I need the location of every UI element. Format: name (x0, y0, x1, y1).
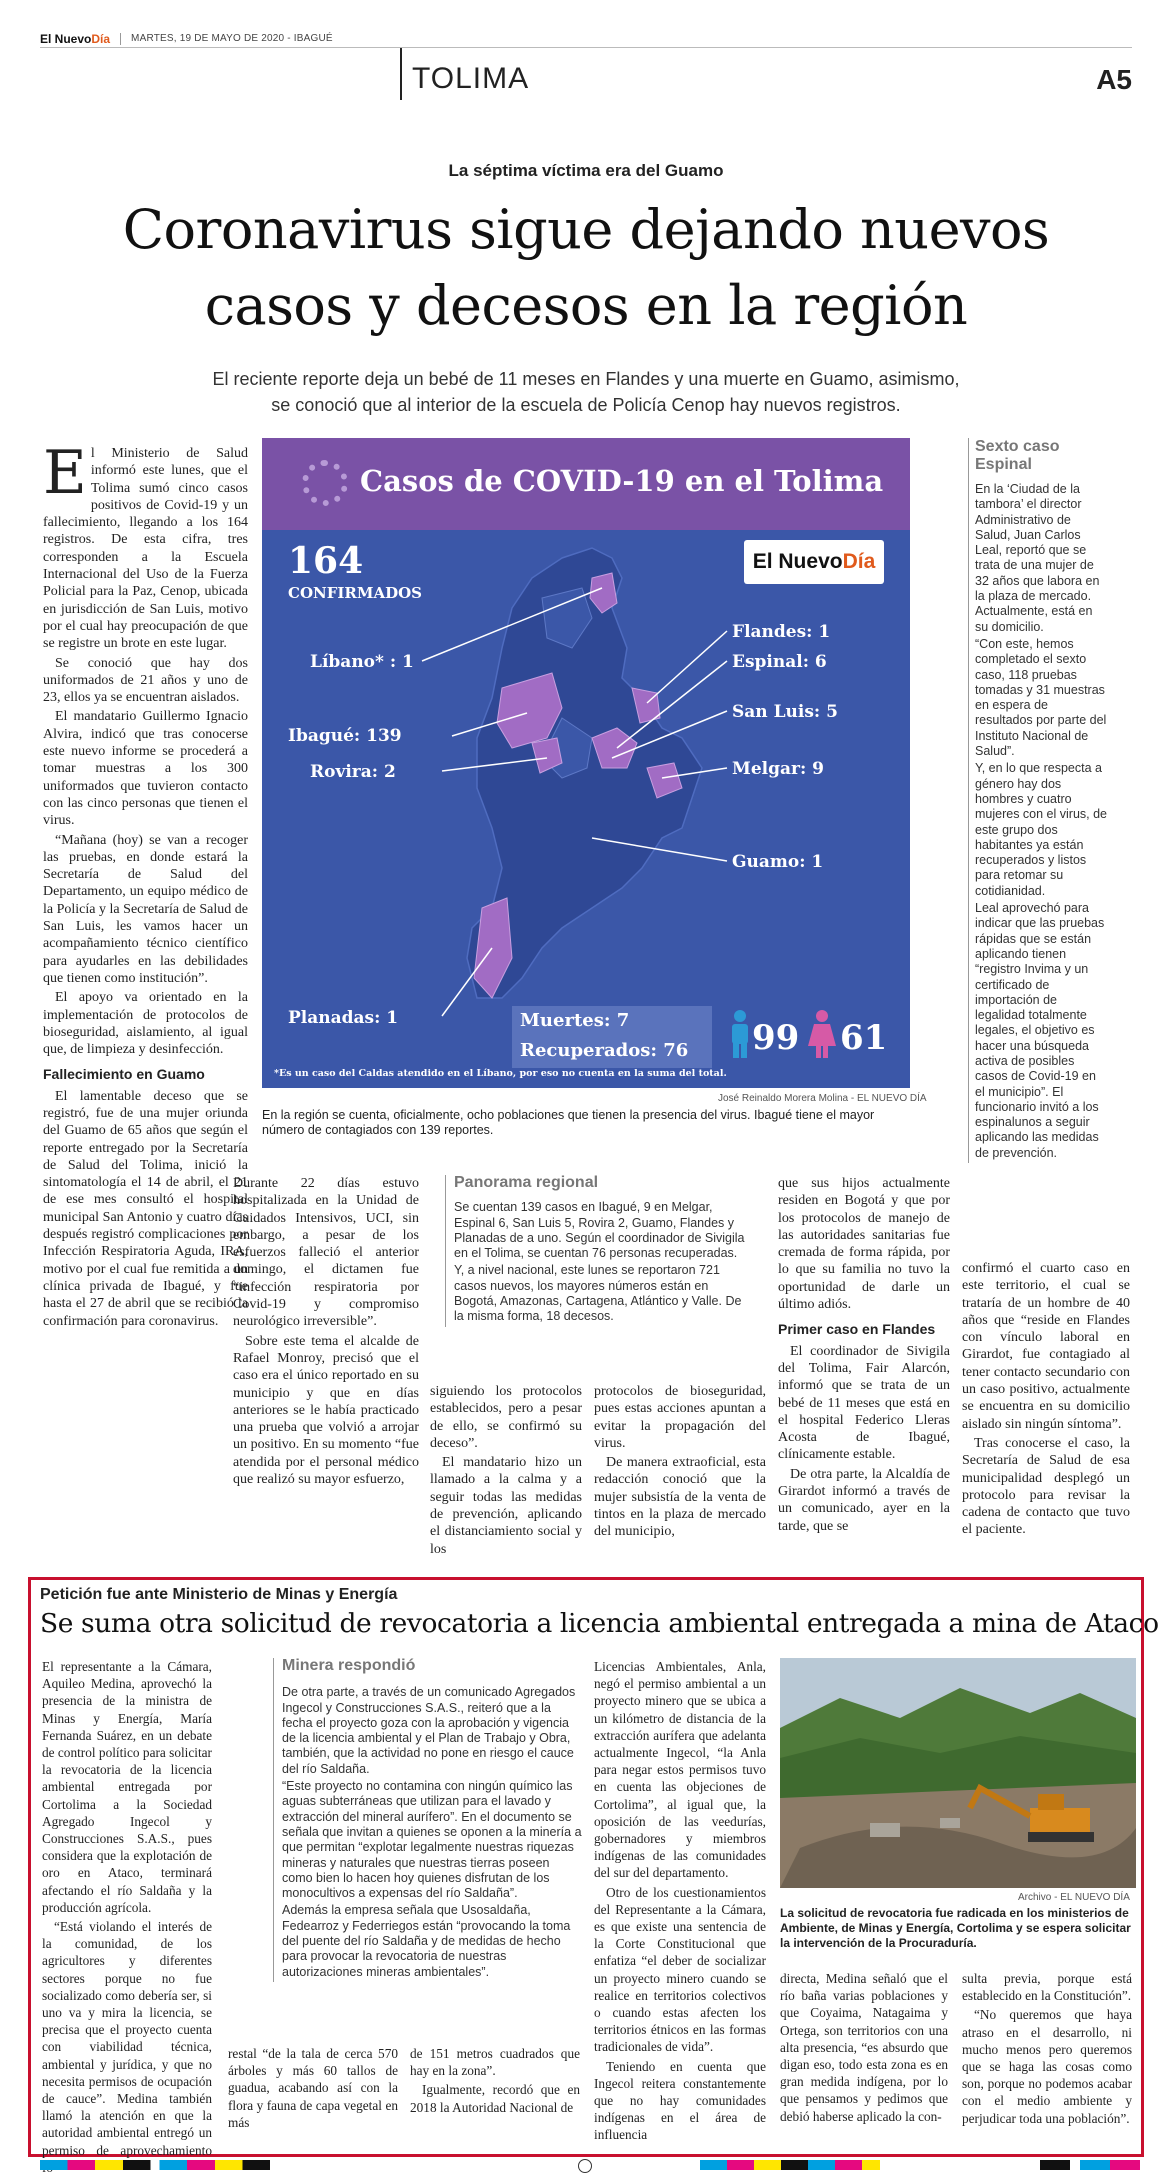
virus-icon (302, 460, 348, 506)
stats-box (512, 1006, 712, 1068)
sidebar-title-line-1: Sexto caso (975, 438, 1060, 455)
label-flandes: Flandes: 1 (732, 622, 831, 642)
article-column-4 (594, 1383, 766, 1543)
paragraph: “Con este, hemos completado el sexto caso, 118 pruebas tomadas y 31 muestras en espera de resultados por parte del Instituto Nacional de Salud”. (975, 636, 1107, 759)
graphic-footnote: *Es un caso del Caldas atendido en el Líbano, por eso no cuenta en la suma del total. (274, 1068, 727, 1079)
headline-line-2: casos y decesos en la región (204, 274, 968, 337)
paragraph: El coordinador de Sivigila del Tolima, Fair Alarcón, informó que se trata de un bebé de 11 meses que está en el hospital Federico Lleras Acosta de Ibagué, clínicamente estable. (778, 1343, 950, 1463)
color-bar-right (1040, 2160, 1140, 2170)
label-planadas: Planadas: 1 (288, 1008, 399, 1028)
female-count: 61 (840, 1018, 888, 1058)
deck-line-1: El reciente reporte deja un bebé de 11 meses en Flandes y una muerte en Guamo, asimismo, (212, 369, 960, 389)
headline-line-1: Coronavirus sigue dejando nuevos (122, 198, 1050, 261)
page-number: A5 (1096, 64, 1132, 95)
boxed-column-1 (42, 1658, 212, 2177)
newspaper-logo (40, 32, 110, 46)
paragraph: Leal aprovechó para indicar que las pruebas rápidas que se están aplicando tienen “registro Invima y un certificado de importación de legalidad totalmente legales, el objetivo es hacer una búsqueda activa de posibles casos de Covid-19 en el municipio”. El funcionario invitó a los espinalunos a seguir aplicando las medidas de prevención. (975, 901, 1105, 1160)
paragraph: Sobre este tema el alcalde de Rafael Monroy, precisó que el caso era el único reportado en su municipio y que en días anteriores se le había practicado una prueba que volvió a arrojar un positivo. En su momento “fue atendida por el personal médico que realizó su mayor esfuerzo, (233, 1333, 419, 1488)
male-count: 99 (752, 1018, 800, 1058)
paragraph: sulta previa, porque está establecido en la Constitución”. (962, 1971, 1132, 2004)
issue-date: MARTES, 19 DE MAYO DE 2020 - IBAGUÉ (131, 33, 333, 44)
panorama-title: Panorama regional (454, 1174, 599, 1191)
masthead-divider (120, 33, 121, 45)
article-kicker: La séptima víctima era del Guamo (448, 161, 724, 180)
paragraph: directa, Medina señaló que el río baña varias poblaciones y que Coyaima, Natagaima y Ortega, son territorios con una alta presencia, “es absurdo que digan eso, todo esta zona es en gran medida indígena, por lo que pensamos y pedimos que debió haberse aplicado la con- (780, 1971, 948, 2124)
covid-infographic (262, 438, 910, 1088)
total-count: 164 (288, 540, 364, 582)
paragraph: El representante a la Cámara, Aquileo Medina, aprovechó la presencia de la ministra de Minas y Energía, María Fernanda Suárez, en un debate de control político para solicitar la revocatoria de la licencia ambiental entregada por Cortolima a la Sociedad Agregado Ingecol y Construcciones S.A.S., pues considera que la explotación de oro en Ataco, terminará afectando el río Saldaña y la producción agrícola. (42, 1659, 212, 1915)
paragraph: Igualmente, recordó que en 2018 la Autoridad Nacional de (410, 2082, 580, 2115)
paragraph: Otro de los cuestionamientos del Representante a la Cámara, es que existe una sentencia de la Corte Constitucional que enfatiza “el deber de socializar un proyecto minero cuando se realice en territorios colectivos o cuando estas afecten los territorios étnicos en las formas tradicionales de vida”. (594, 1884, 766, 2055)
label-rovira: Rovira: 2 (310, 762, 396, 782)
boxed-column-3 (410, 2045, 580, 2118)
boxed-column-2 (228, 2045, 398, 2133)
paragraph: que sus hijos actualmente residen en Bogotá y que por los protocolos de manejo de las autoridades sanitarias fue cremada de forma rápida, por lo que su familia no tuvo la oportunidad de darle un último adiós. (778, 1176, 950, 1313)
graphic-banner (262, 438, 910, 530)
registration-mark-icon (578, 2159, 592, 2173)
paragraph: siguiendo los protocolos establecidos, pero a pesar de ello, se confirmó su deceso”. (430, 1384, 582, 1451)
article-column-1 (43, 438, 248, 1332)
paragraph: Además la empresa señala que Usosaldaña, Fedearroz y Federriegos están “provocando la toma del puente del río Saldaña y de medidas de hecho para provocar la revocatoria de nuestras autorizaciones mineras ambientales”. (282, 1903, 571, 1979)
brand-part-b: Día (842, 550, 876, 573)
boxed-column-6 (962, 1970, 1132, 2129)
sidebar-title-line-2: Espinal (975, 456, 1032, 473)
label-sanluis: San Luis: 5 (732, 702, 838, 722)
section-divider (400, 48, 402, 100)
paragraph: El apoyo va orientado en la implementación de protocolos de bioseguridad, aislamiento, al igual que, de limpieza y desinfección. (43, 990, 248, 1058)
paragraph: confirmó el cuarto caso en este territorio, el cual se trataría de un hombre de 40 años que “reside en Flandes con vínculo laboral en Girardot, fue contagiado al tener contacto secundario con un caso positivo, actualmente se encuentra en su domicilio aislado sin ningún síntoma”. (962, 1261, 1130, 1432)
section-bar (400, 48, 1132, 108)
paragraph (43, 438, 248, 653)
paragraph: Y, en lo que respecta a género hay dos hombres y cuatro mujeres con el virus, de este grupo dos habitantes ya están recuperados y listos para retomar su cotidianidad. (975, 761, 1108, 898)
label-espinal: Espinal: 6 (732, 652, 827, 672)
sidebar-espinal (968, 438, 1108, 1163)
subhead: Fallecimiento en Guamo (43, 1066, 205, 1083)
section-name: TOLIMA (412, 62, 530, 95)
boxed-story-headline: Se suma otra solicitud de revocatoria a licencia ambiental entregada a mina de Ataco (40, 1608, 1159, 1639)
paragraph: Teniendo en cuenta que Ingecol reitera constantemente que no hay comunidades indígenas en el área de influencia (594, 2058, 766, 2143)
boxed-column-4 (594, 1658, 766, 2146)
paragraph: En la ‘Ciudad de la tambora’ el director Administrativo de Salud, Juan Carlos Leal, reportó que se trata de una mujer de 32 años que labora en la plaza de mercado. Actualmente, está en su domicilio. (975, 482, 1100, 634)
photo-caption: La solicitud de revocatoria fue radicada en los ministerios de Ambiente, de Minas y Energía, Cortolima y se espera solicitar la intervención de la Procuraduría. (780, 1906, 1131, 1950)
logo-part-a: El Nuevo (40, 31, 92, 46)
paragraph: De otra parte, a través de un comunicado Agregados Ingecol y Construcciones S.A.S., reiteró que a la fecha el proyecto goza con la aprobación y vigencia de la licencia ambiental y el Plan de Trabajo y Obra, también, que la actividad no pone en riesgo el cauce del río Saldaña. (282, 1685, 576, 1776)
graphic-title: Casos de COVID-19 en el Tolima (360, 464, 884, 498)
article-column-3 (430, 1383, 582, 1560)
graphic-caption: En la región se cuenta, oficialmente, ocho poblaciones que tienen la presencia del virus. Ibagué tiene el mayor número de contagiados con 139 reportes. (262, 1108, 875, 1137)
article-column-2 (233, 1175, 419, 1490)
brand-logo (744, 540, 884, 584)
mining-photo-illustration (780, 1658, 1136, 1888)
article-deck (150, 366, 1022, 418)
brand-part-a: El Nuevo (752, 550, 843, 573)
paragraph: “Está violando el interés de la comunidad, de los agricultores y diferentes sectores porque no fue socializado como debería ser, si uno va y mira la licencia, se precisa que el proyecto cuenta con viabilidad técnica, ambiental y jurídica, y que no necesita permisos de ocupación de cauce”. Medina también llamó la atención en que la autoridad ambiental entregó un permiso de aprovechamiento (42, 1919, 212, 2158)
paragraph: “Mañana (hoy) se van a recoger las pruebas, en donde estará la Secretaría de Salud del Departamento, un equipo médico de la Policía y la Secretaría de Salud de San Luis, les vamos hacer un acompañamiento técnico científico para ayudarles en las debilidades que tienen como institución”. (43, 832, 248, 986)
article-column-6 (962, 1260, 1130, 1541)
masthead (40, 30, 1132, 48)
paragraph: El mandatario Guillermo Ignacio Alvira, indicó que tras conocerse este nuevo informe se procederá a tomar muestras a los 300 uniformados que tuvieron contacto con las cinco personas que tienen el virus. (43, 709, 248, 829)
paragraph: de 151 metros cuadrados que hay en la zona”. (410, 2046, 580, 2079)
paragraph: El mandatario hizo un llamado a la calma y a seguir todas las medidas de prevención, aplicando el distanciamiento social y los (430, 1455, 582, 1557)
mining-site-photo (780, 1658, 1136, 1888)
color-bar-mid (700, 2160, 880, 2170)
paragraph: Se conoció que hay dos uniformados de 21 años y uno de 23, ellos ya se encuentran aislados. (43, 655, 248, 706)
paragraph: Y, a nivel nacional, este lunes se reportaron 721 casos nuevos, los mayores números están en Bogotá, Amazonas, Cartagena, Atlántico y Valle. De la misma forma, 18 decesos. (454, 1263, 742, 1324)
paragraph: “Este proyecto no contamina con ningún químico las aguas subterráneas que utilizan para el lavado y extracción del mineral aurífero”. En el documento se señala que invitan a quienes se oponen a la minería a que permitan “explotar legalmente nuestras riquezas mineras y naturales que nuestras tierras poseen como bien lo hacen hoy quienes disfrutan de los monocultivos a expensas del río Saldaña”. (282, 1779, 582, 1901)
label-guamo: Guamo: 1 (732, 852, 824, 872)
boxed-column-5 (780, 1970, 948, 2127)
color-bar-left (40, 2160, 270, 2170)
article-column-5 (778, 1175, 950, 1537)
paragraph: De otra parte, la Alcaldía de Girardot informó a través de un comunicado, ayer en la tarde, que se (778, 1466, 950, 1534)
panorama-box (445, 1175, 745, 1327)
paragraph: protocolos de bioseguridad, pues estas acciones apuntan a evitar la propagación del virus. (594, 1384, 766, 1451)
paragraph: “No queremos que haya atraso en el desarrollo, ni mucho menos pero queremos que se haga las cosas como son, porque no podemos acabar con el medio ambiente y perjudicar toda una población”. (962, 2007, 1132, 2126)
photo-credit: Archivo - EL NUEVO DÍA (1018, 1892, 1130, 1903)
logo-part-b: Día (91, 31, 111, 46)
boxed-story-kicker: Petición fue ante Ministerio de Minas y Energía (40, 1586, 398, 1603)
label-ibague: Ibagué: 139 (288, 726, 402, 746)
drop-cap: E (43, 438, 87, 508)
total-label: CONFIRMADOS (288, 584, 422, 602)
deck-line-2: se conoció que al interior de la escuela de Policía Cenop hay nuevos registros. (271, 395, 901, 415)
label-melgar: Melgar: 9 (732, 759, 824, 779)
sidebar-title (975, 438, 1108, 474)
paragraph: De manera extraoficial, esta redacción conoció que la mujer subsistía de la venta de tintos en la plaza de mercado del municipio, (594, 1455, 766, 1540)
paragraph: Licencias Ambientales, Anla, negó el permiso ambiental a un proyecto minero que se ubica a un kilómetro de distancia de la extracción aurífera que adelanta actualmente Ingecol, “la Anla para negar estos permisos tuvo en cuenta las objeciones de Cortolima”, al igual que, la oposición de las veedurías, gobernadores y miembros indígenas de las comunidades del sur del departamento. (594, 1659, 766, 1881)
paragraph-text: l Ministerio de Salud informó este lunes, que el Tolima sumó cinco casos positivos de Covid-19 y un fallecimiento, llegando a los 164 registros. De esta cifra, tres corresponden a la Escuela Internacional del Uso de la Fuerza Policial para la Paz, Cenop, ubicada en jurisdicción de San Luis, motivo por el cual hay preocupación de que se registre un brote en este lugar. (43, 446, 248, 652)
paragraph: El lamentable deceso que se registró, fue de una mujer oriunda del Guamo de 65 años que según el reporte entregado por la Secretaría de Salud del Tolima, inició la sintomatología el 14 de abril, el 21 de ese mes consultó el hospital municipal San Antonio y cuatro días después registró complicaciones por Infección Respiratoria Aguda, IRA, motivo por el cual fue remitida a un clínica privada de Ibagué, y fue hasta el 27 de abril que se recibió la confirmación para coronavirus. (43, 1088, 248, 1329)
deaths-count: Muertes: 7 (520, 1010, 630, 1031)
paragraph: Durante 22 días estuvo hospitalizada en la Unidad de Cuidados Intensivos, UCI, sin embargo, a pesar de los esfuerzos falleció el anterior domingo, el dictamen fue “infección respiratoria por Covid-19 y compromiso neurológico irreversible”. (233, 1176, 419, 1330)
label-libano: Líbano* : 1 (310, 652, 414, 672)
subhead: Primer caso en Flandes (778, 1321, 936, 1338)
minera-box (273, 1658, 583, 1982)
minera-title: Minera respondió (282, 1657, 416, 1674)
graphic-credit: José Reinaldo Morera Molina - EL NUEVO DÍA (718, 1093, 927, 1104)
recovered-count: Recuperados: 76 (520, 1040, 689, 1061)
article-headline (30, 192, 1142, 344)
paragraph: Tras conocerse el caso, la Secretaría de Salud de esa municipalidad desplegó un protocolo para revisar la cadena de contacto que tuvo el paciente. (962, 1435, 1130, 1538)
paragraph: restal “de la tala de cerca 570 árboles y más 60 tallos de guadua, acabando así con la flora y fauna de capa vegetal en más (228, 2046, 398, 2130)
paragraph: Se cuentan 139 casos en Ibagué, 9 en Melgar, Espinal 6, San Luis 5, Rovira 2, Guamo, Flandes y Planadas de a uno. Según el coordinador de Sivigila en el Tolima, se cuentan 76 personas recuperadas. (454, 1200, 745, 1261)
